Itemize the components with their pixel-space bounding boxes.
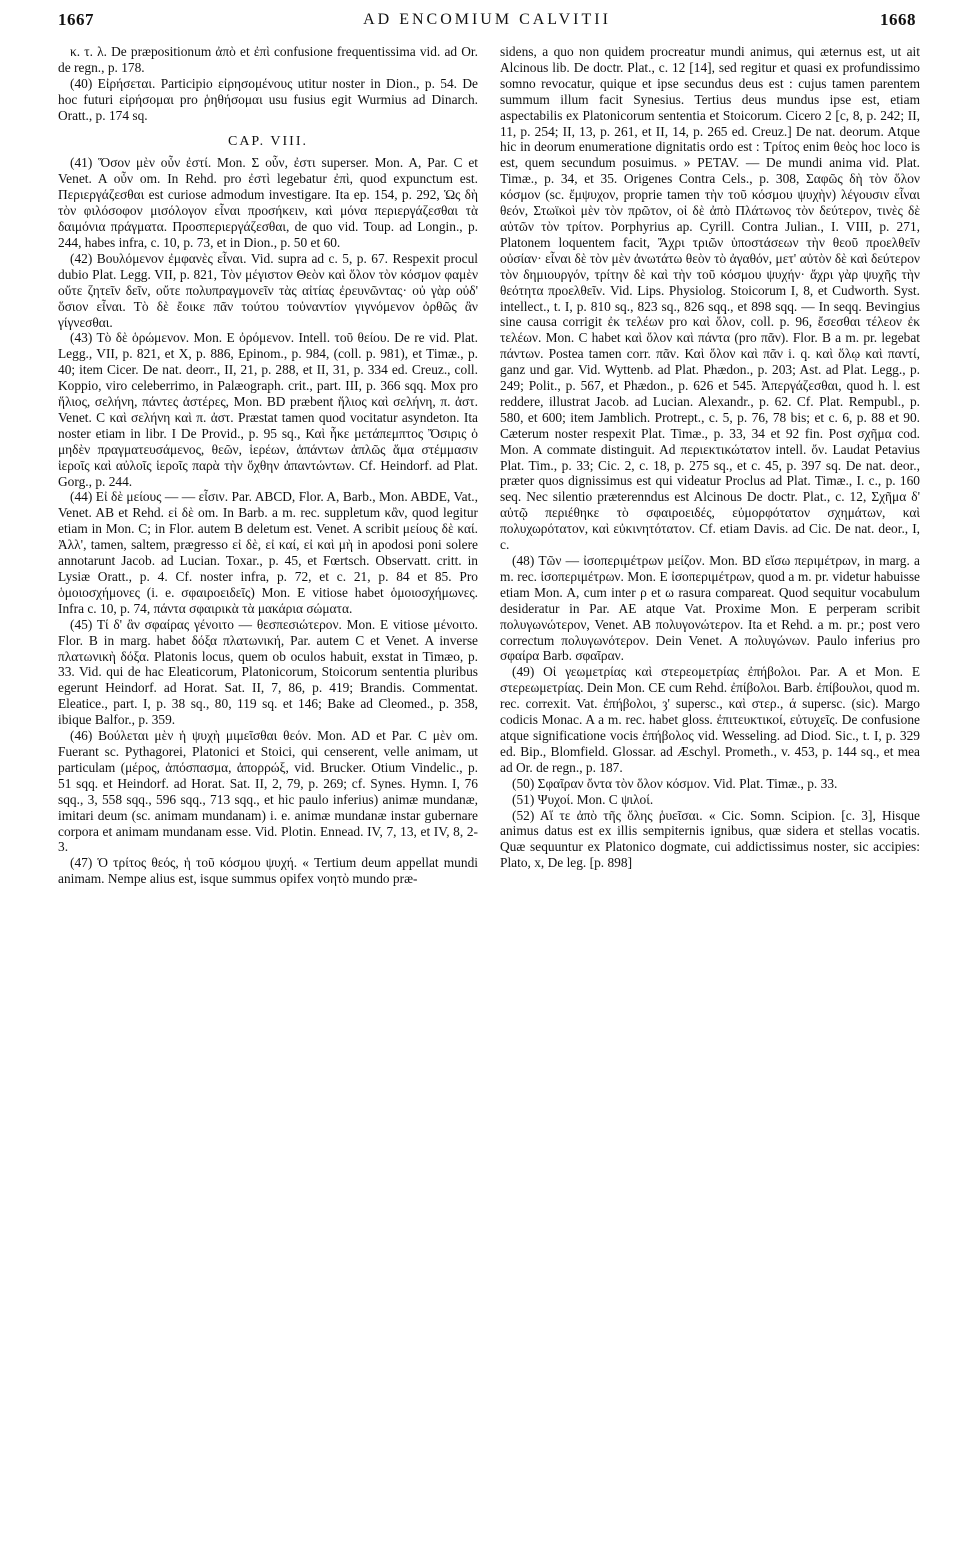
note-paragraph: (49) Οἱ γεωμετρίας καὶ στερεομετρίας ἐπήβολοι. Par. A et Mon. E στερεωμετρίας. Dein Mon. CE cum Rehd. ἐπίβολοι. Barb. ἐπίβουλοι, quod m. rec. correxit. Vat. ἐπήβολοι, ȝ' supersc., καὶ στερ., ά supersc. (sic). Margo codicis Monac. A a m. rec. habet gloss. ἐπιτευκτικοί, εὐτυχεῖς. De confusione atque significatione vocis ἐπήβολος vid. Wesseling. ad Diod. Sic., t. I, p. 329 ed. Bip., Blomfield. Glossar. ad Æschyl. Prometh., v. 453, p. 144 sq., et mea ad Or. de regn., p. 187. bbox=[500, 664, 920, 775]
page-header bbox=[0, 10, 974, 36]
note-paragraph: (48) Τῶν — ἰσοπεριμέτρων μείζον. Mon. BD εἴσω περιμέτρων, in marg. a m. rec. ἰσοπεριμέτρων. Mon. E ἰσοπεριμέτρων, quod a m. pr. videtur habuisse etiam Mon. A, cum inter ρ et ω rasura compareat. Quod sequitur vocabulum desideratur in Par. AE atque Vat. Proxime Mon. E perperam scribit πολυγωνώτερον, Venet. AB πολυγονώτερον. Ita et Rehd. a m. pr.; post vero correctum πολυγωνότερον. Dein Venet. A πολυγώνων. Paulo inferius pro σφαίρα Barb. σφαῖραν. bbox=[500, 553, 920, 664]
chapter-heading: CAP. VIII. bbox=[227, 133, 309, 149]
note-paragraph: (51) Ψυχοί. Mon. C ψιλοί. bbox=[512, 791, 654, 807]
note-paragraph: sidens, a quo non quidem procreatur mundi animus, qui æternus est, ut ait Alcinous lib. De doctr. Plat., c. 12 [14], sed regitur et quasi ex profundissimo somno revocatur, quique et ipse secundus deus est : cujus tamen parentem summum illum facit Synesius. Tertius deus mundus ipse est, etiam aspectabilis ex Platonicorum sententia et Stoicorum. Cicero 2 [c, 8, p. 242; II, 11, p. 254; II, 13, p. 261, et II, 14, p. 265 ed. Creuz.] De nat. deorum. Atque hic in deorum enumeratione dignitatis ordo est : Τρίτος enim θεὸς hoc loco is est, quem secundum posuimus. » PETAV. — De mundi anima vid. Plat. Timæ., p. 34, et 35. Origenes Contra Cels., p. 308, Σαφῶς δὴ τὸν ὅλον κόσμον (sc. ἔμψυχον, proprie tamen τὴν τοῦ κόσμου ψυχὴν) λέγουσιν εἶναι θεόν, Στωϊκοὶ μὲν τὸν πρῶτον, οἱ δὲ ἀπὸ Πλάτωνος τὸν δεύτερον, τινὲς δὲ αὐτῶν τὸν τρίτον. Porphyrius ap. Cyrill. Contra Julian., I. VIII, p. 271, Platonem loquentem facit, Ἄχρι τριῶν ὑποστάσεων τὴν θεοῦ προελθεῖν οὐσίαν· εἶναι δὲ τὸν μὲν ἀνωτάτω θεὸν τὸ ἀγαθόν, μετ' αὐτὸν δὲ καὶ δεύτερον τὸν δημιουργόν, τρίτην δὲ καὶ τὴν τοῦ κόσμου ψυχήν· ἄχρι γὰρ ψυχῆς τὴν θεότητα προελθεῖν. Vid. Lips. Physiolog. Stoicorum I, 8, et Cudworth. Syst. intellect., t. I, p. 810 sq., 823 sq., 826 sqq., et 898 sqq. — In seqq. Bevingius sine causa corrigit ἐκ τελέων pro καὶ ὅλον, coll. p. 96, ἔσεσθαι τέλεον ἐκ τελέων. Mon. C habet καὶ ὅλον καὶ πάντα (pro πᾶν). Flor. B a m. pr. legebat πάντων. Postea tamen corr. πᾶν. Καὶ ὅλον καὶ πᾶν i. q. καὶ ὅλῳ καὶ παντί, ganz und gar. Vid. Wyttenb. ad Plat. Phædon., p. 203; Ast. ad Plat. Legg., p. 249; Polit., p. 567, et Phædon., p. 626 et 545. Ἀπεργάζεσθαι, quod h. l. est reddere, illustrat Jacob. ad Lucian. Alexandr., p. 62. Cf. Plat. Rempubl., p. 580, et 600; item Jamblich. Protrept., c. 5, p. 76, 78 bis; et c. 6, p. 88 et 90. Cæterum noster respexit Plat. Timæ., p. 33, 34 et 92 fin. Post σχῆμα cod. Mon. A commate distinguit. Ad περιεκτικώτατον intell. ὄν. Laudat Petavius Plat. Tim., p. 33; Cic. 2, c. 18, p. 275 sq., et c. 45, p. 397 sq. De nat. deor., præter quos dignissimus est qui videatur Proclus ad Plat. Timæ., I. c., p. 160 seq. Nec silentio præterenndus est Alcinous De doctr. Plat., c. 12, Σχῆμα δ' αὐτῷ περιέθηκε τὸ σφαιροειδές, εὐμορφότατον σχημάτων, καὶ πολυχωρότατον, καὶ εὐκινητότατον. Cf. etiam Davis. ad Cic. De nat. deor., I, c. bbox=[500, 44, 920, 553]
note-paragraph: κ. τ. λ. De præpositionum ἀπὸ et ἐπὶ confusione frequentissima vid. ad Or. de regn., p. 178. bbox=[58, 44, 478, 75]
note-paragraph: (42) Βουλόμενον ἐμφανὲς εἶναι. Vid. supra ad c. 5, p. 67. Respexit procul dubio Plat. Legg. VII, p. 821, Τὸν μέγιστον Θεὸν καὶ ὅλον τὸν κόσμον φαμὲν οὔτε ζητεῖν δεῖν, οὔτε πολυπραγμονεῖν τὰς αἰτίας ἐρευνῶντας· οὐ γὰρ οὐδ' ὅσιον εἶναι. Τὸ δὲ ἔοικε πᾶν τούτου τοὐναντίον γιγνόμενον ὀρθῶς ἂν γίγνεσθαι. bbox=[58, 250, 478, 330]
note-paragraph: (45) Τί δ' ἂν σφαίρας γένοιτο — θεσπεσιώτερον. Mon. E vitiose μένοιτο. Flor. B in marg. habet δόξα πλατωνική, Par. autem C et Venet. A inverse πλατωνικὴ δόξα. Platonis locus, quem ob oculos habuit, exstat in Timæo, p. 33. Vid. qui de hac Eleaticorum, Platonicorum, Stoicorum sententia pluribus egerunt Heindorf. ad Horat. Sat. II, 7, 86, p. 419; Brandis. Commentat. Eleatice., part. I, p. 38 sq., 80, 119 sq. et 146; Bake ad Cleomed., p. 358, ibique Balfor., p. 359. bbox=[58, 616, 478, 728]
note-paragraph: (44) Εἰ δὲ μείους — — εἶσιν. Par. ABCD, Flor. A, Barb., Mon. ABDE, Vat., Venet. AB et Rehd. εἰ δὲ om. In Barb. a m. rec. suppletum κἂν, quod legitur etiam in Mon. C; in Flor. autem B deletum est. Venet. A scribit μείους δὲ καί. Ἀλλ', tamen, saltem, prægresso εἰ δὲ, εἰ καί, εἰ καὶ μὴ in apodosi poni solere annotarunt Jacob. ad Lucian. Toxar., p. 45, et Fœrtsch. Observatt. critt. in Lysiæ Oratt., p. 4. Cf. noster infra, p. 72, et c. 21, p. 84 et 85. Pro ὁμοιοσχήμονες (i. e. σφαιροειδεῖς) Mon. E vitiose habet ὁμοιοσχήμωνες. Infra c. 10, p. 74, πάντα σφαιρικὰ τὰ μακάρια σώματα. bbox=[58, 489, 478, 616]
note-paragraph: (52) Αἵ τε ἀπὸ τῆς ὅλης ῥυεῖσαι. « Cic. Somn. Scipion. [c. 3], Hisque animus datus est ex illis sempiternis ignibus, quæ sidera et stellas vocatis. Quæ sequuntur ex Platonico dogmate, cui addictissimus noster, sic accipies: Plato, x, De leg. [p. 898] bbox=[500, 807, 920, 871]
note-paragraph: (41) Ὅσον μὲν οὖν ἐστί. Mon. Σ οὖν, ἐστι superser. Mon. A, Par. C et Venet. A οὖν om. In Rehd. pro ἐστὶ legebatur ἐπὶ, quod expunctum est. Περιεργάζεσθαι est curiose admodum investigare. Ita ep. 154, p. 292, Ὡς δὴ τὸν φιλόσοφον μισόλογον εἶναι προσήκειν, καὶ μόνα περιεργάζεσθαι τὰ δαιμόνια πράγματα. Προσπεριεργάζεσθαι, de quo vid. Toup. ad Longin., p. 244, habes infra, c. 10, p. 73, et in Dion., p. 50 et 60. bbox=[58, 155, 478, 250]
right-column-number: 1668 bbox=[880, 10, 916, 29]
note-paragraph: (43) Τὸ δὲ ὁρώμενον. Mon. E ὀρόμενον. Intell. τοῦ θείου. De re vid. Plat. Legg., VII, p. 821, et X, p. 886, Epinom., p. 984, (coll. p. 981), et Timæ., p. 40; item Cicer. De nat. deorr., II, 21, p. 288, et II, 31, p. 334 ed. Creuz., coll. Koppio, viro celeberrimo, in Palæograph. crit., part. III, p. 366 sqq. Mox pro ἥλιος, σελήνη, πάντες ἀστέρες, Mon. BD præbent ἥλιος καὶ σελήνη, π. ἀστ. Venet. C καὶ σελήνη καὶ π. ἀστ. Præstat tamen quod vocitatur asyndeton. Ita noster etiam in libr. I De Provid., p. 95 sq., Καὶ ἧκε μετάπεμπτος Ὄσιρις ὁ μηδὲν πραγματευσάμενος, θεῶν, ἱερέων, ἁπάντων ἁπλῶς ἅμα στέμμασιν ἱεροῖς καὶ αὐλοῖς ἱεροῖς παρὰ τὴν ὄχθην ἀπαντώντων. Cf. Heindorf. ad Plat. Gorg., p. 244. bbox=[58, 330, 478, 489]
note-paragraph: (46) Βούλεται μὲν ἡ ψυχὴ μιμεῖσθαι θεόν. Mon. AD et Par. C μὲν om. Fuerant sc. Pythagorei, Platonici et Stoici, qui censerent, velle animam, ut particulam (μέρος, ἀπόσπασμα, ἀπορρώξ, vid. Brucker. Otium Vindelic., p. 51 sqq. et Heindorf. ad Horat. Sat. II, 2, 79, p. 269; cf. Synes. Hymn. I, 76 sqq., 3, 558 sqq., 596 sqq., 713 sqq., et hic paulo inferius) animæ mundanæ, imitari deum (sc. animam mundanam) i. e. animæ mundanæ instar gubernare corpora et animam mundanam esse. Vid. Plotin. Ennead. IV, 7, 13, et IV, 8, 2-3. bbox=[58, 728, 478, 855]
note-paragraph: (50) Σφαῖραν ὄντα τὸν ὅλον κόσμον. Vid. Plat. Timæ., p. 33. bbox=[512, 775, 838, 791]
note-paragraph: (47) Ὁ τρίτος θεός, ἡ τοῦ κόσμου ψυχή. « Tertium deum appellat mundi animam. Nempe alius est, isque summus opifex νοητὸ mundo præ- bbox=[58, 855, 478, 887]
right-column bbox=[500, 44, 920, 871]
note-paragraph: (40) Εἰρήσεται. Participio εἰρησομένους utitur noster in Dion., p. 54. De hoc futuri εἰρήσομαι pro ῥηθήσομαι usu fusius egit Wurmius ad Dinarch. Oratt., p. 174 sq. bbox=[58, 75, 478, 123]
running-title: AD ENCOMIUM CALVITII bbox=[363, 11, 611, 28]
left-column-number: 1667 bbox=[58, 10, 94, 29]
left-column bbox=[58, 44, 478, 887]
